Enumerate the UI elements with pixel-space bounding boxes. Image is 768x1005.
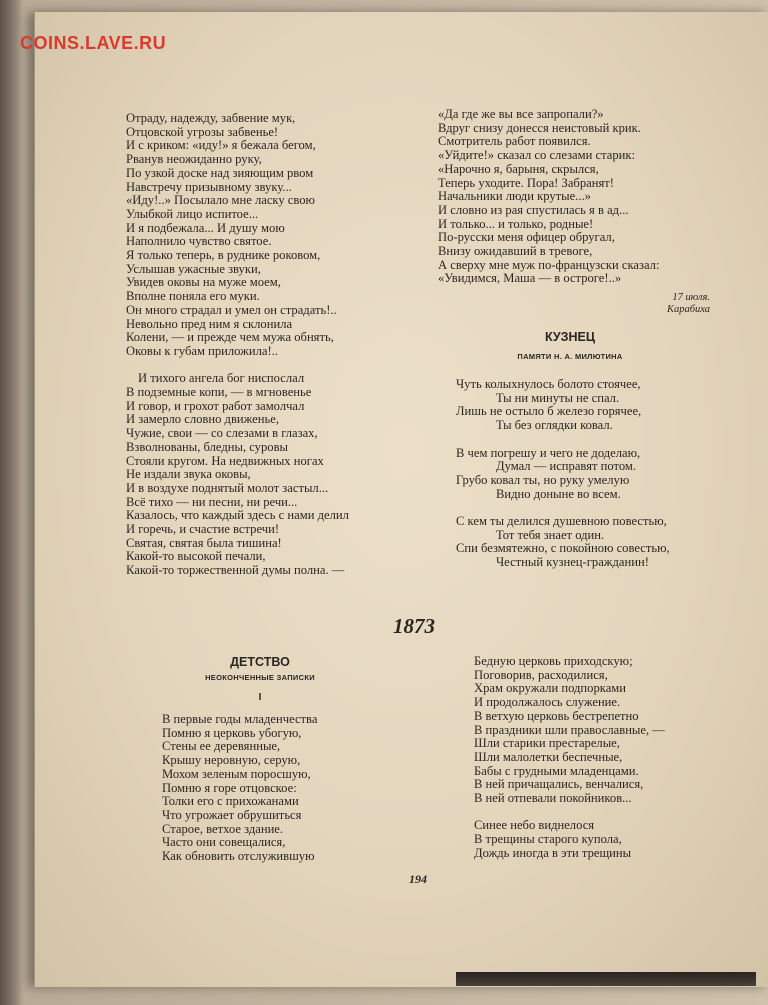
verse-line: Думал — исправят потом. <box>496 459 637 474</box>
verse-line: Оковы к губам приложила!.. <box>126 343 278 358</box>
verse-line: «Увидимся, Маша — в остроге!..» <box>438 271 622 286</box>
verse-line: Дождь иногда в эти трещины <box>474 845 632 860</box>
verse-line: Казалось, что каждый здесь с нами делил <box>126 508 349 523</box>
verse-line: Спи безмятежно, с покойною совестью, <box>456 541 670 556</box>
verse-line: В ней отпевали покойников... <box>474 791 632 806</box>
verse-line: Не издали звука оковы, <box>126 467 251 482</box>
verse-line: По-русски меня офицер обругал, <box>438 230 615 245</box>
verse-line: В чем погрешу и чего не доделаю, <box>456 445 641 460</box>
verse-line: Мохом зеленым поросшую, <box>162 766 311 781</box>
verse-line: Честный кузнец-гражданин! <box>496 555 649 570</box>
poem-date <box>600 292 710 316</box>
verse-line: Часто они совещалися, <box>162 835 286 850</box>
verse-line: Навстречу призывному звуку... <box>126 179 292 194</box>
verse-line: Поговорив, расходилися, <box>474 667 608 682</box>
verse-line: В праздники шли православные, — <box>474 722 665 737</box>
poem-part-number: I <box>258 692 262 703</box>
verse-line: И в воздухе поднятый молот застыл... <box>126 480 329 495</box>
verse-line: Чуть колыхнулось болото стоячее, <box>456 377 641 391</box>
verse-line: И только... и только, родные! <box>438 216 594 231</box>
verse-line: Невольно пред ним я склонила <box>126 316 293 331</box>
verse-line: Внизу ожидавший в тревоге, <box>438 244 593 259</box>
verse-line: Шли старики престарелые, <box>474 736 620 751</box>
verse-line: Стены ее деревянные, <box>162 739 281 754</box>
verse-line: И словно из рая спустилась я в ад... <box>438 202 629 217</box>
verse-line: Бедную церковь приходскую; <box>474 654 633 668</box>
poem-subtitle: НЕОКОНЧЕННЫЕ ЗАПИСКИ <box>205 673 315 682</box>
verse-line: И горечь, и счастие встречи! <box>126 522 280 537</box>
verse-line: Крышу неровную, серую, <box>162 753 301 768</box>
verse-line: И тихого ангела бог ниспослал <box>138 371 305 386</box>
verse-line: Увидев оковы на муже моем, <box>126 275 281 290</box>
verse-line: «Нарочно я, барыня, скрылся, <box>438 161 599 176</box>
verse-line: И я подбежала... И душу мою <box>126 220 285 235</box>
stanza-gap <box>456 433 670 447</box>
verse-line: Колени, — и прежде чем мужа обнять, <box>126 330 334 345</box>
verse-line: Бабы с грудными младенцами. <box>474 763 639 778</box>
verse-line: Всё тихо — ни песни, ни речи... <box>126 494 298 509</box>
stanza-gap <box>474 806 665 820</box>
verse-line: Шли малолетки беспечные, <box>474 749 623 764</box>
stanza-gap <box>126 359 349 373</box>
verse-line: Смотритель работ появился. <box>438 134 591 149</box>
verse-line: В первые годы младенчества <box>162 712 318 726</box>
poem-kuznets <box>456 378 670 570</box>
verse-line: И продолжалось служение. <box>474 695 621 710</box>
poem-title-detstvo: ДЕТСТВО <box>230 655 290 669</box>
verse-line: В подземные копи, — в мгновенье <box>126 385 312 400</box>
verse-line: В ветхую церковь бестрепетно <box>474 708 639 723</box>
verse-line: Лишь не остыло б железо горячее, <box>456 404 642 419</box>
verse-line: И замерло словно движенье, <box>126 412 279 427</box>
year-heading: 1873 <box>393 614 435 638</box>
verse-line: Старое, ветхое здание. <box>162 821 284 836</box>
verse-line: С кем ты делился душевною повестью, <box>456 514 667 528</box>
detstvo-right-column <box>474 655 665 861</box>
verse-line: Какой-то высокой печали, <box>126 549 266 564</box>
verse-line: Услышав ужасные звуки, <box>126 261 261 276</box>
poem-left-column <box>126 112 349 578</box>
detstvo-left-column <box>162 713 317 864</box>
verse-line: Я только теперь, в руднике роковом, <box>126 248 321 263</box>
verse-line: Тот тебя знает один. <box>496 527 605 542</box>
verse-line: Святая, святая была тишина! <box>126 535 282 550</box>
verse-line: Отцовской угрозы забвенье! <box>126 124 279 139</box>
place-line: Карабиха <box>666 304 710 315</box>
verse-line: Видно доныне во всем. <box>496 486 621 501</box>
verse-line: Стояли кругом. На недвижных ногах <box>126 453 324 468</box>
verse-line: И с криком: «иду!» я бежала бегом, <box>126 138 316 153</box>
verse-line: В трещины старого купола, <box>474 832 622 847</box>
verse-line: Взволнованы, бледны, суровы <box>126 439 288 454</box>
poem-dedication: ПАМЯТИ Н. А. МИЛЮТИНА <box>517 352 623 361</box>
verse-line: Синее небо виднелося <box>474 818 595 833</box>
verse-line: Теперь уходите. Пора! Забранят! <box>438 175 614 190</box>
date-line: 17 июля. <box>672 292 710 303</box>
verse-line: Рванув неожиданно руку, <box>126 152 262 167</box>
verse-line: Ты без оглядки ковал. <box>496 418 613 433</box>
verse-line: Храм окружали подпорками <box>474 681 626 696</box>
verse-line: Отраду, надежду, забвение мук, <box>126 111 296 125</box>
verse-line: Он много страдал и умел он страдать!.. <box>126 302 337 317</box>
verse-line: Чужие, свои — со слезами в глазах, <box>126 426 318 441</box>
page-edge-shadow <box>456 972 756 986</box>
verse-line: Как обновить отслужившую <box>162 849 315 864</box>
page-number: 194 <box>409 872 427 886</box>
verse-line: Какой-то торжественной думы полна. — <box>126 563 345 578</box>
watermark: COINS.LAVE.RU <box>20 33 167 53</box>
verse-line: Начальники люди крутые...» <box>438 189 591 204</box>
verse-line: Наполнило чувство святое. <box>126 234 272 249</box>
verse-line: Что угрожает обрушиться <box>162 807 302 822</box>
verse-line: Толки его с прихожанами <box>162 794 299 809</box>
verse-line: Ты ни минуты не спал. <box>496 390 620 405</box>
verse-line: Вполне поняла его муки. <box>126 289 260 304</box>
verse-line: И говор, и грохот работ замолчал <box>126 398 305 413</box>
poem-right-column <box>438 108 659 286</box>
verse-line: «Иду!..» Посылало мне ласку свою <box>126 193 315 208</box>
verse-line: Вдруг снизу донесся неистовый крик. <box>438 120 641 135</box>
verse-line: «Да где же вы все запропали?» <box>438 107 604 121</box>
verse-line: В ней причащались, венчалися, <box>474 777 644 792</box>
verse-line: Помню я горе отцовское: <box>162 780 297 795</box>
stanza-gap <box>456 501 670 515</box>
verse-line: Помню я церковь убогую, <box>162 725 302 740</box>
poem-title-kuznets: КУЗНЕЦ <box>544 330 596 344</box>
verse-line: А сверху мне муж по-французски сказал: <box>438 257 660 272</box>
verse-line: Улыбкой лицо испитое... <box>126 206 259 221</box>
verse-line: По узкой доске над зияющим рвом <box>126 165 314 180</box>
verse-line: «Уйдите!» сказал со слезами старик: <box>438 148 635 163</box>
verse-line: Грубо ковал ты, но руку умелую <box>456 472 630 487</box>
